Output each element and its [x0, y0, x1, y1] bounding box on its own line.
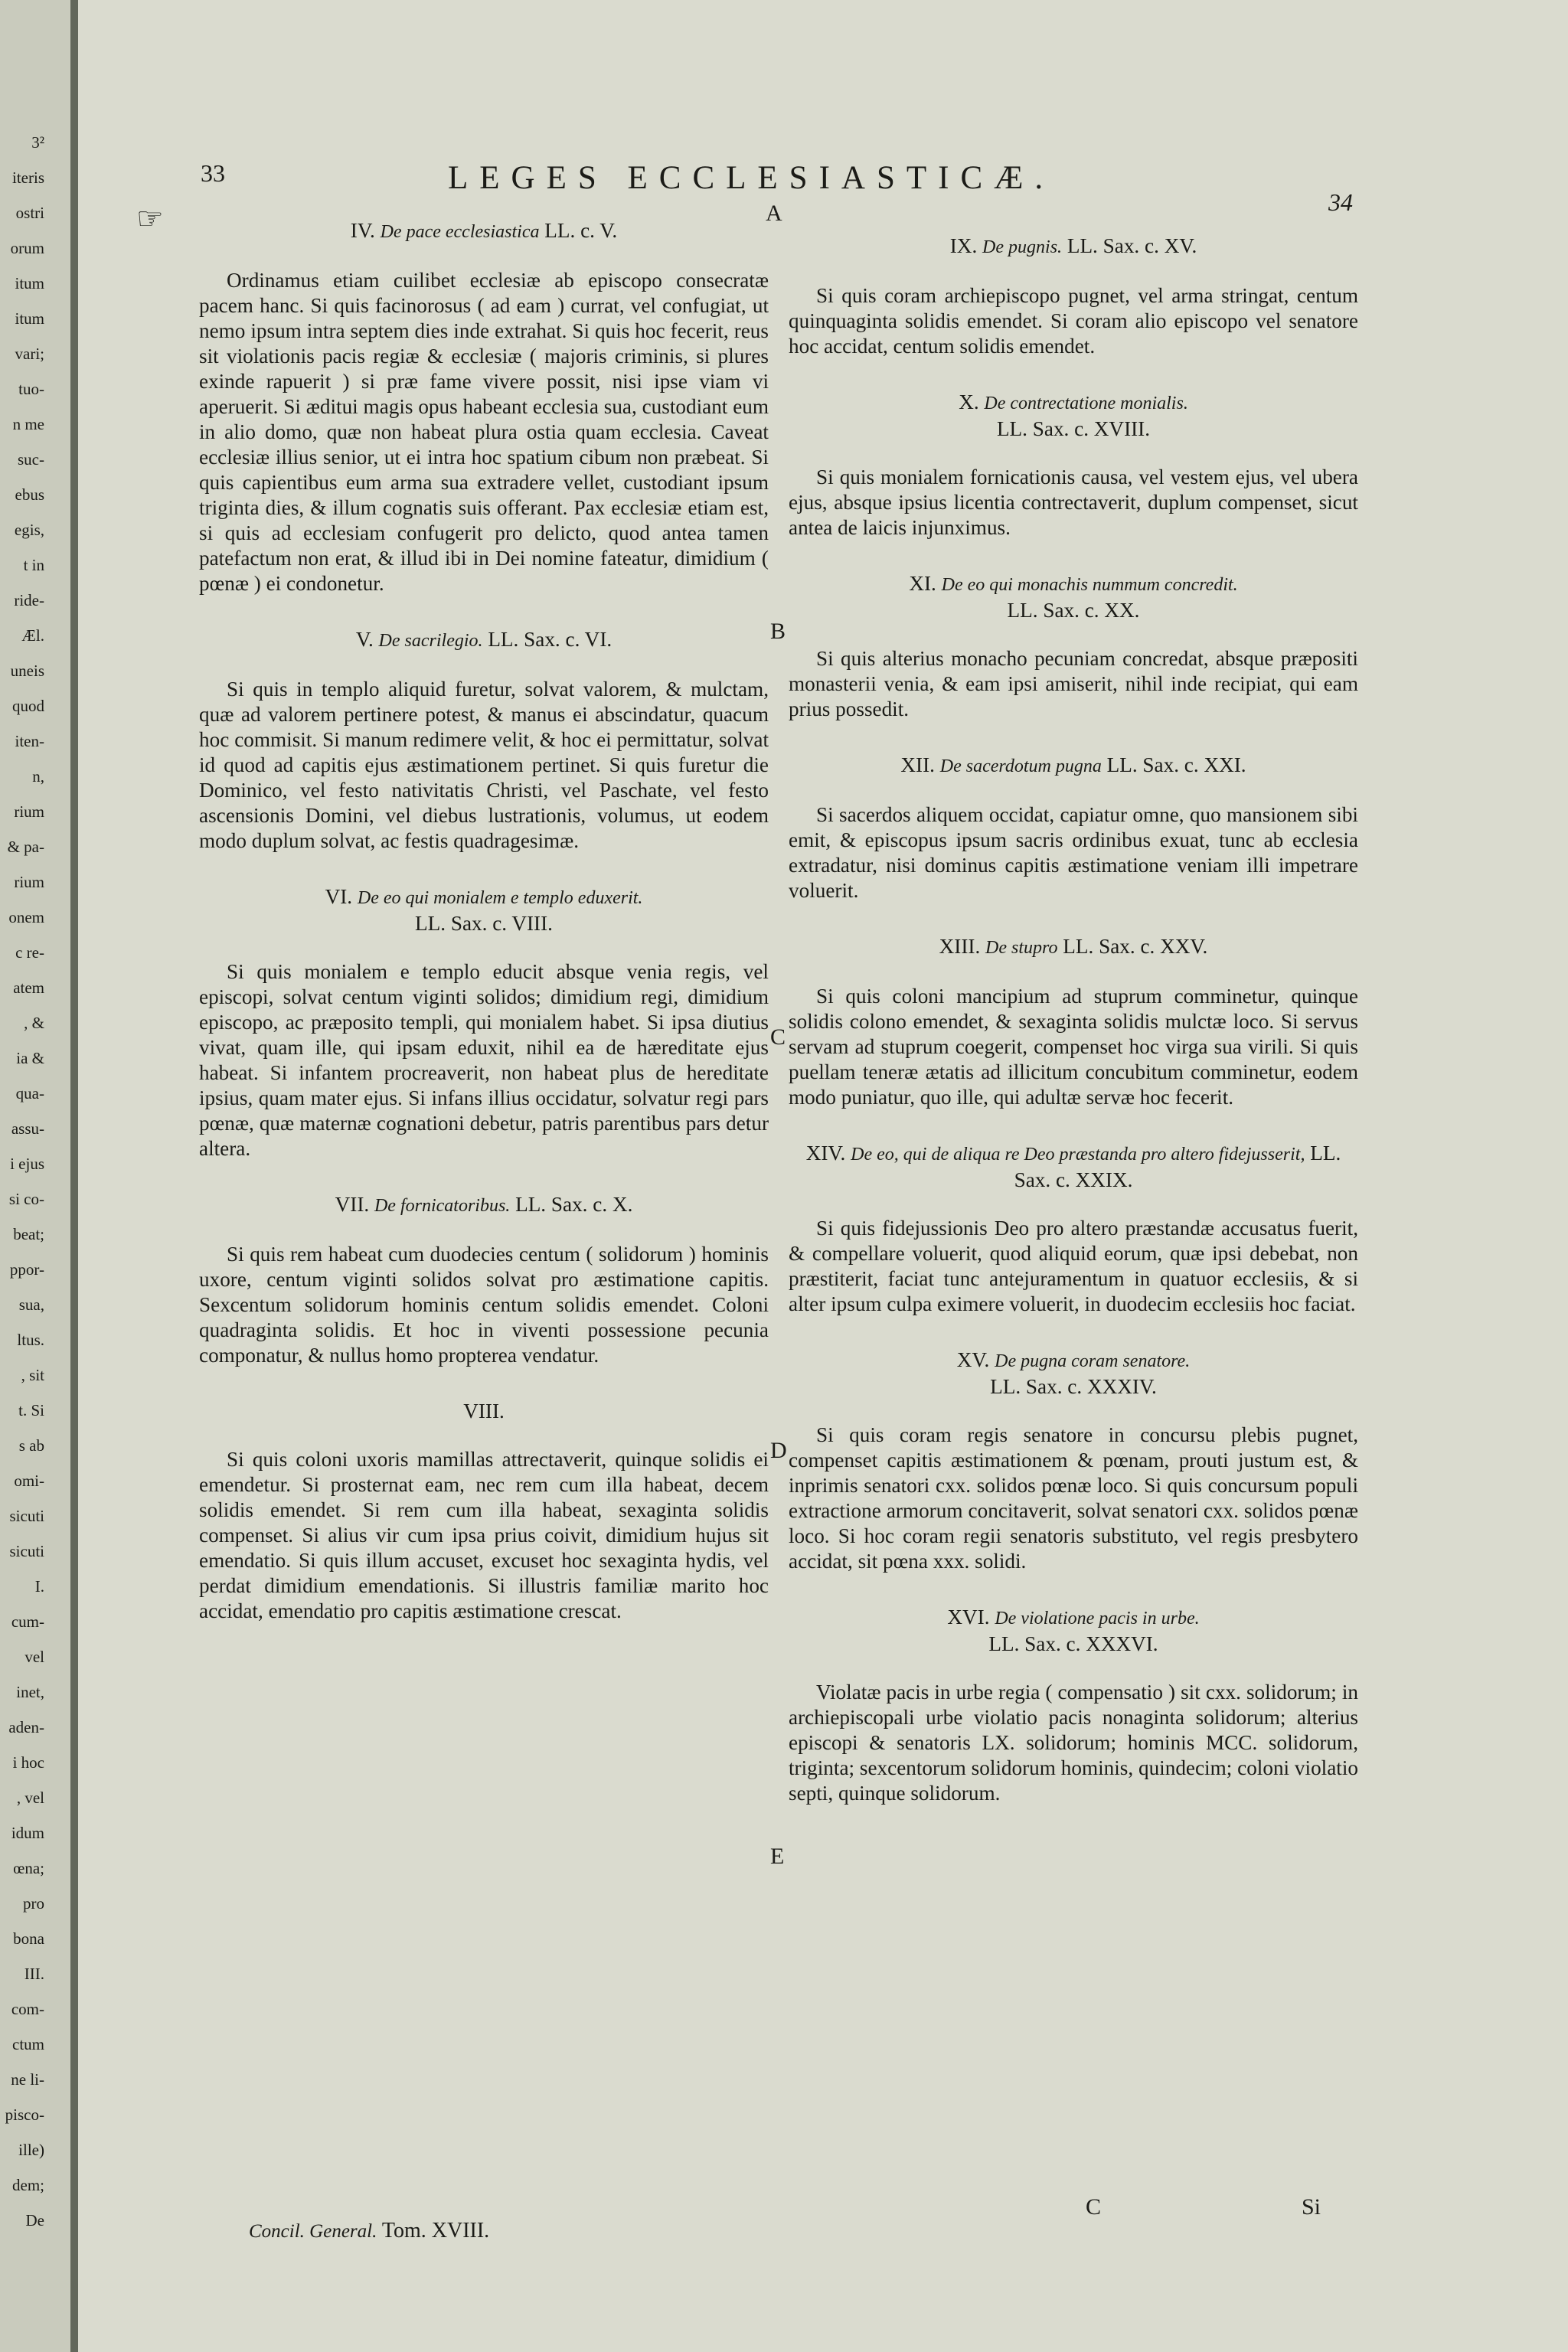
section-heading — [789, 1605, 1358, 1632]
section-number: VIII. — [463, 1400, 505, 1423]
section-text: Si quis rem habeat cum duodecies centum ( solidorum ) hominis uxore, centum viginti solidos solvat pro æstimatione capitis. Sexcentum solidorum hominis centum solidis emendet. Coloni quadraginta solidis. Et hoc in viventi possessione pecunia componatur, & nullus homo propterea vendatur. — [199, 1243, 769, 1367]
previous-page-fragment: , & — [24, 1014, 44, 1032]
previous-page-fragment: t. Si — [18, 1401, 44, 1419]
section-title: De sacrilegio. — [378, 631, 483, 651]
previous-page-fragment: sua, — [18, 1295, 44, 1314]
previous-page-fragment: i ejus — [10, 1155, 44, 1173]
section-gap — [789, 1193, 1358, 1216]
section-number: XV. — [956, 1348, 990, 1371]
previous-page-fragment: rium — [14, 802, 44, 821]
previous-page-fragment: suc- — [18, 450, 44, 469]
previous-page-fragment: sicuti — [9, 1542, 44, 1560]
previous-page-fragment: iten- — [15, 732, 44, 750]
previous-page-fragment: beat; — [13, 1225, 44, 1243]
section-text: Si quis monialem fornicationis causa, vel vestem ejus, vel ubera ejus, absque ipsius licentia contrectaverit, duplum compenset, sicut antea de laicis injunximus. — [789, 466, 1358, 539]
section-number: IV. — [350, 219, 375, 242]
section-heading — [789, 753, 1358, 779]
section-text: Si quis coram archiepiscopo pugnet, vel arma stringat, centum quinquaginta solidis emendet. Si coram alio episcopo vel senatore hoc accidat, centum solidis emendet. — [789, 284, 1358, 358]
book-gutter — [70, 0, 78, 2352]
previous-page-fragment: com- — [11, 2000, 44, 2018]
section-number: XIV. — [805, 1142, 846, 1165]
section-number: VII. — [335, 1193, 370, 1216]
section-number: VI. — [325, 885, 353, 908]
section-gap — [789, 903, 1358, 934]
previous-page-fragment: atem — [13, 978, 44, 997]
previous-page-fragment: ride- — [14, 591, 44, 609]
previous-page-fragment: orum — [10, 239, 44, 257]
section-text: Si quis alterius monacho pecuniam concredat, absque præpositi monasterii venia, & eam ipsi amiserit, nihil inde recipiat, qui eam prius possedit. — [789, 647, 1358, 720]
section-reference: LL. Sax. c. VIII. — [415, 912, 553, 935]
section-heading — [789, 1348, 1358, 1374]
section-heading — [199, 218, 769, 245]
previous-page-fragment: omi- — [14, 1472, 44, 1490]
margin-letter-b: B — [770, 619, 786, 644]
previous-page-fragment: c re- — [15, 943, 44, 962]
section-heading — [789, 234, 1358, 260]
footer-tome: Tom. XVIII. — [381, 2219, 490, 2243]
section-title: De eo qui monachis nummum concredit. — [941, 575, 1238, 595]
section-title: De stupro — [985, 938, 1058, 958]
left-column — [199, 218, 769, 1624]
section-number: V. — [355, 628, 374, 651]
section-heading — [789, 390, 1358, 416]
section-reference: LL. Sax. c. VI. — [488, 628, 612, 651]
previous-page-fragment: iteris — [12, 168, 44, 187]
previous-page-fragment: itum — [15, 309, 44, 328]
previous-page-fragment: ltus. — [17, 1331, 44, 1349]
section-gap — [789, 1110, 1358, 1141]
previous-page-fragment: onem — [8, 908, 44, 926]
previous-page-fragment: idum — [11, 1824, 44, 1842]
section-gap — [789, 1400, 1358, 1423]
section-gap — [199, 1424, 769, 1447]
previous-page-fragment: pro — [23, 1894, 44, 1913]
section-gap — [199, 1219, 769, 1242]
section-text: Si quis monialem e templo educit absque venia regis, vel episcopi, solvat centum viginti solidos; dimidium regi, dimidium episcopo, ac præposito templi, qui monialem habet. Si ipsa diutius vivat, quam ille, qui ipsam eduxit, nihil ea de hæreditate ejus habeat. Si infantem procreaverit, non habeat plus de hereditate ipsius, quam mater ejus. Si infans illius occidatur, solvatur regi pars pœnæ, quæ maternæ cognationi debetur, patris parentibus pars detur altera. — [199, 960, 769, 1160]
section-gap — [789, 359, 1358, 390]
section-reference: LL. Sax. c. XX. — [1007, 599, 1140, 622]
previous-page-fragment: inet, — [16, 1683, 44, 1701]
section-gap — [789, 961, 1358, 984]
section-gap — [789, 623, 1358, 646]
section-reference: LL. Sax. c. X. — [515, 1193, 633, 1216]
previous-page-fragment: n, — [32, 767, 44, 786]
section-gap — [789, 779, 1358, 802]
previous-page-fragment: rium — [14, 873, 44, 891]
section-gap — [199, 854, 769, 884]
margin-letter-e: E — [770, 1844, 785, 1869]
previous-page-fragment: n me — [12, 415, 44, 433]
pointing-hand-icon: ☞ — [136, 201, 164, 236]
previous-page-fragment: uneis — [10, 662, 44, 680]
section-number: IX. — [949, 234, 978, 257]
catchword: Si — [1302, 2194, 1321, 2220]
section-heading — [789, 571, 1358, 598]
previous-page-fragment: vel — [24, 1648, 44, 1666]
previous-page-fragment: ille) — [18, 2141, 44, 2159]
previous-page-fragment: dem; — [12, 2176, 44, 2194]
section-number: XVI. — [947, 1606, 990, 1628]
previous-page-fragment: , sit — [21, 1366, 44, 1384]
section-text: Ordinamus etiam cuilibet ecclesiæ ab episcopo consecratæ pacem hanc. Si quis facinorosus ( ad eam ) currat, vel confugiat, ut nemo ipsum intra septem dies inde extrahat. Si quis hoc fecerit, reus sit violationis pacis regiæ & ecclesiæ ( majoris criminis, si plures exinde rapuerit ) si præ fame vivere possit, nisi ipse viam vi aperuerit. Si æditui magis opus habeant ecclesia sua, custodiant eum in alio domo, quæ non habeat plura ostia quam ecclesia. Caveat ecclesiæ illius senior, ut ei intra hoc spatium cibum non præbeat. Si quis capientibus eum arma sua extradere vellet, custodiant ipsum triginta dies, & illum cognatis suis offerant. Pax ecclesiæ etiam est, si quis ad ecclesiam confugerit pro delicto, quod antea tamen patefactum non erat, & illud ibi in Dei nomine fateatur, dimidium ( pœnæ ) ei condonetur. — [199, 269, 769, 595]
section-heading — [789, 934, 1358, 961]
section-title: De pace ecclesiastica — [380, 222, 540, 242]
margin-letter-c: C — [770, 1024, 786, 1050]
section-gap — [789, 442, 1358, 465]
previous-page-fragment: qua- — [15, 1084, 44, 1102]
section-title: De fornicatoribus. — [374, 1196, 511, 1216]
section-reference: LL. Sax. c. XVIII. — [996, 417, 1151, 440]
section-gap — [789, 541, 1358, 571]
section-text: Si quis coloni mancipium ad stuprum comminetur, quinque solidis colono emendet, & sexaginta solidis mulctæ loco. Si servus servam ad stuprum coegerit, compenset hoc virga sua virili. Si quis puellam teneræ ætatis ad illicitum concubitum comminetur, eodem modo puniatur, quo ille, qui adultæ servæ hoc fecerit. — [789, 985, 1358, 1109]
previous-page-fragment: vari; — [15, 345, 44, 363]
previous-page-fragment: itum — [15, 274, 44, 292]
previous-page-fragment: œna; — [13, 1859, 44, 1877]
previous-page-fragment: t in — [23, 556, 44, 574]
section-heading — [199, 884, 769, 911]
section-gap — [789, 1574, 1358, 1605]
section-title: De eo, qui de aliqua re Deo præstanda pro altero fidejusserit, — [851, 1145, 1305, 1165]
previous-page-fragment: egis, — [14, 521, 44, 539]
section-text: Si quis coram regis senatore in concursu plebis pugnet, compenset capitis æstimationem & pœnam, prouti justum est, & inprimis senatori cxx. solidos pœnæ loco. Si quis concursum populi extractione armorum concitaverit, solvat senatori cxx. solidos pœnæ loco. Si hoc coram regii senatoris substituto, vel regis presbytero accidat, sit pœna xxx. solidi. — [789, 1423, 1358, 1573]
previous-page-fragment: si co- — [8, 1190, 44, 1208]
previous-page-fragment: ia & — [16, 1049, 44, 1067]
section-gap — [199, 596, 769, 627]
previous-page-fragment: & pa- — [7, 838, 44, 856]
previous-page-fragment: ebus — [15, 485, 44, 504]
previous-page-fragment: I. — [34, 1577, 44, 1596]
previous-page-fragment: Æl. — [21, 626, 44, 645]
section-gap — [789, 722, 1358, 753]
section-heading — [199, 1399, 769, 1424]
previous-page-fragment: ctum — [12, 2035, 44, 2053]
section-heading — [199, 1192, 769, 1219]
previous-page-fragment: 3² — [31, 133, 44, 152]
page-number-left: 33 — [201, 159, 225, 187]
section-gap — [789, 1657, 1358, 1680]
section-reference: LL. c. V. — [544, 219, 618, 242]
page-number-right: 34 — [1328, 188, 1353, 216]
section-number: X. — [959, 390, 979, 413]
previous-page-edge — [0, 0, 77, 2352]
section-text: Violatæ pacis in urbe regia ( compensatio ) sit cxx. solidorum; in archiepiscopali urbe violatio pacis nonaginta solidorum; alterius episcopi & senatoris LX. solidorum; hominis MCC. solidorum, triginta; sexcentorum solidorum hominis, quindecim; coloni violatio septi, quinque solidorum. — [789, 1681, 1358, 1805]
signature-mark: C — [1086, 2194, 1102, 2220]
previous-page-fragment: assu- — [11, 1119, 44, 1138]
section-reference: LL. Sax. c. XXI. — [1106, 753, 1246, 776]
section-gap — [789, 260, 1358, 283]
section-title: De pugna coram senatore. — [995, 1351, 1191, 1371]
previous-page-fragment: tuo- — [18, 380, 44, 398]
margin-letter-d: D — [770, 1438, 787, 1463]
section-text: Si quis fidejussionis Deo pro altero præstandæ accusatus fuerit, & compellare voluerit, quod aliquid eorum, quæ ipsi debebat, non præstiterit, faciat tunc antejuramentum in quatuor ecclesiis, & si alter ipsum culpa eximere voluerit, in duodecim ecclesiis hoc faciat. — [789, 1217, 1358, 1315]
previous-page-fragment: aden- — [8, 1718, 44, 1736]
previous-page-fragment: III. — [24, 1965, 44, 1983]
right-column — [789, 234, 1358, 1806]
previous-page-fragment: cum- — [11, 1612, 44, 1631]
section-text: Si quis coloni uxoris mamillas attrectaverit, quinque solidis ei emendetur. Si prosternat eam, nec rem cum illa habeat, decem solidis emendet. Si rem cum illa habeat, sexaginta solidis compenset. Si alius vir cum ipsa prius coivit, dimidium hujus sit emendatio. Si quis illum accuset, excuset hoc sexaginta hydis, vel perdat dimidium emendationis. Si illustris familiæ marito hoc accidat, emendatio pro capitis æstimatione crescat. — [199, 1448, 769, 1622]
section-gap — [199, 1161, 769, 1192]
section-reference: LL. Sax. c. XXV. — [1063, 935, 1208, 958]
section-title: De violatione pacis in urbe. — [995, 1609, 1200, 1628]
section-reference: LL. Sax. c. XV. — [1067, 234, 1197, 257]
section-gap — [789, 1317, 1358, 1348]
previous-page-fragment: ne li- — [11, 2070, 44, 2089]
section-title: De pugnis. — [982, 237, 1063, 257]
previous-page-fragment: quod — [12, 697, 44, 715]
previous-page-fragment: pisco- — [5, 2105, 44, 2124]
section-heading — [199, 627, 769, 654]
margin-letter-a: A — [766, 201, 782, 226]
previous-page-fragment: bona — [13, 1929, 44, 1948]
section-gap — [199, 654, 769, 677]
previous-page-fragment: , vel — [16, 1788, 44, 1807]
section-gap — [199, 245, 769, 268]
section-number: XII. — [900, 753, 935, 776]
previous-page-fragment: ostri — [15, 204, 44, 222]
previous-page-fragment: s ab — [18, 1436, 44, 1455]
section-gap — [199, 936, 769, 959]
running-head: LEGES ECCLESIASTICÆ. — [448, 160, 1055, 196]
section-reference: LL. Sax. c. XXXVI. — [988, 1632, 1158, 1655]
section-heading — [789, 1141, 1358, 1193]
section-title: De sacerdotum pugna — [939, 756, 1102, 776]
section-text: Si sacerdos aliquem occidat, capiatur omne, quo mansionem sibi emit, & episcopus ipsum sacris ordinibus exuat, tunc ab ecclesia extradatur, nisi dominus capitis æstimatione veniam illi impetrare voluerit. — [789, 803, 1358, 902]
section-reference: LL. Sax. c. XXIX. — [1014, 1142, 1341, 1191]
section-text: Si quis in templo aliquid furetur, solvat valorem, & mulctam, quæ ad valorem pertinere potest, & manus ei abscindatur, quacum hoc commisit. Si manum redimere velit, & hoc ei permittatur, solvat id quod ad capitis ejus æstimationem pertinet. Si quis furetur die Dominico, vel festo nativitatis Christi, vel Paschate, vel festo ascensionis Domini, vel diebus lustrationis, volumus, ut eodem modo duplum solvat, ac festis quadragesimæ. — [199, 678, 769, 852]
previous-page-fragment: sicuti — [9, 1507, 44, 1525]
footer-title: Concil. General. — [249, 2221, 377, 2242]
section-title: De contrectatione monialis. — [984, 394, 1188, 413]
previous-page-fragment: i hoc — [12, 1753, 44, 1772]
section-number: XI. — [909, 572, 936, 595]
section-number: XIII. — [939, 935, 981, 958]
footer-signature-line — [249, 2219, 489, 2243]
section-title: De eo qui monialem e templo eduxerit. — [357, 888, 643, 908]
page-header — [0, 159, 1568, 216]
section-reference: LL. Sax. c. XXXIV. — [990, 1375, 1157, 1398]
section-gap — [199, 1368, 769, 1399]
previous-page-fragment: De — [25, 2211, 44, 2230]
previous-page-fragment: ppor- — [9, 1260, 44, 1279]
